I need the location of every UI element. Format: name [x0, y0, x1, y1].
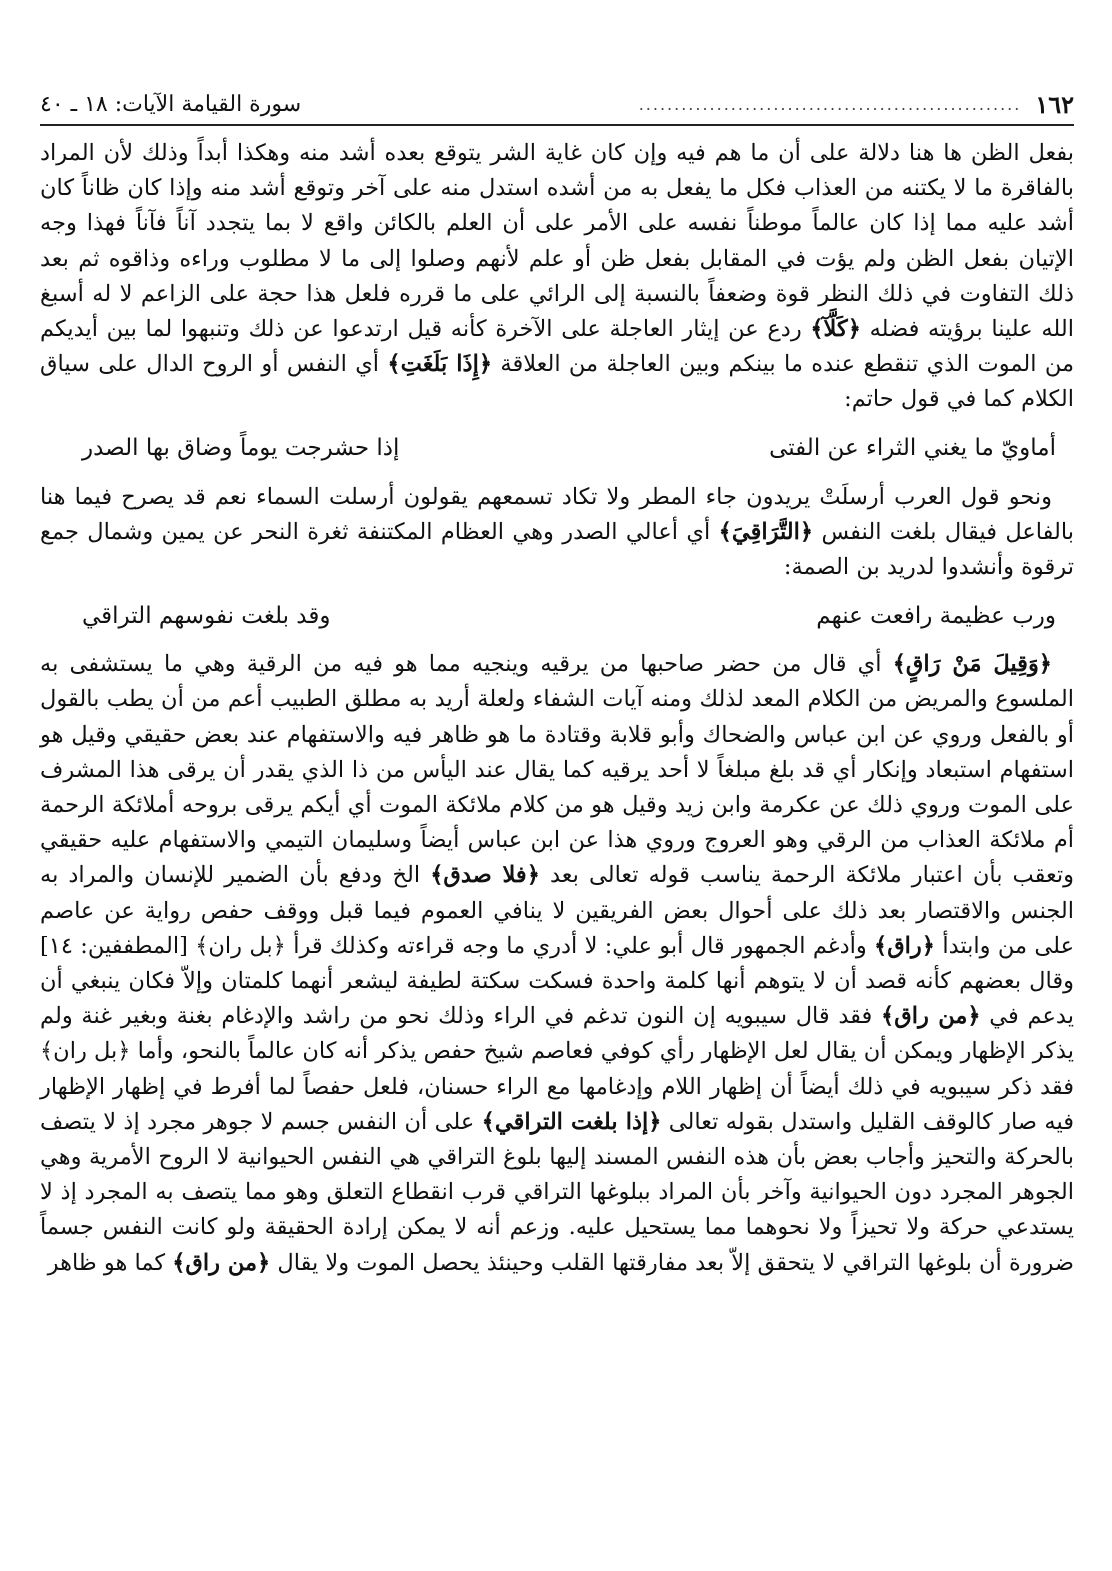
paragraph-2: [40, 480, 1074, 586]
quran-quote: ﴿من راق﴾: [172, 1249, 271, 1276]
paragraph-3: [40, 647, 1074, 1281]
quran-quote: ﴿بل ران﴾: [40, 1038, 131, 1065]
paragraph-1-text-3: أي النفس أو الروح الدال على سياق الكلام كما في قول حاتم:: [40, 351, 1074, 413]
paragraph-1-text-2: ردع عن إيثار العاجلة على الآخرة كأنه قيل ارتدعوا عن ذلك وتنبهوا لما بين أيديكم من الموت الذي تنقطع عنده ما بينكم وبين العاجلة من العلاقة: [40, 316, 1074, 378]
surah-title: سورة القيامة الآيات: ١٨ ـ ٤٠: [40, 91, 302, 117]
paragraph-3-text-1: أي قال من حضر صاحبها من يرقيه وينجيه مما هو فيه من الرقية وهي ما يستشفى به الملسوع والمريض من الكلام المعد لذلك ومنه آيات الشفاء ولعلة أريد به مطلق الطبيب أعم من أن يطب بالقول أو بالفعل وروي عن ابن عباس والضحاك وأبو قلابة وقتادة ما هو ظاهر فيه والاستفهام عند بعض حقيقي وقيل هو استفهام استبعاد وإنكار أي قد بلغ مبلغاً لا أحد يرقيه كما يقال عند اليأس من ذا الذي يقدر أن يرقى هذا المشرف على الموت وروي ذلك عن عكرمة وابن زيد وقيل هو من كلام ملائكة الموت أي أيكم يرقى بروحه أملائكة الرحمة أم ملائكة العذاب من الرقي وهو العروج وروي هذا عن ابن عباس أيضاً وسليمان التيمي والاستفهام عليه حقيقي وتعقب بأن اعتبار ملائكة الرحمة يناسب قوله تعالى بعد: [40, 651, 1074, 889]
paragraph-3-text-7: على أن النفس جسم لا جوهر مجرد إذ لا يتصف بالحركة والتحيز وأجاب بعض بأن هذه النفس المسند إليها بلوغ التراقي هي النفس الحيوانية لا الروح الأمرية وهي الجوهر المجرد دون الحيوانية وآخر بأن المراد ببلوغها التراقي قرب انقطاع التعلق وهو مما يتصف به المجرد إذ لا يستدعي حركة ولا تحيزاً ولا نحوهما مما يستحيل عليه. وزعم أنه لا يمكن إرادة الحقيقة ولو كانت النفس جسماً ضرورة أن بلوغها التراقي لا يتحقق إلاّ بعد مفارقتها القلب وحينئذ يحصل الموت ولا يقال: [40, 1108, 1074, 1276]
paragraph-3-text-3: وأدغم الجمهور قال أبو علي: لا أدري ما وجه قراءته وكذلك قرأ: [293, 932, 867, 959]
paragraph-3-text-5: فقد قال سيبويه إن النون تدغم في الراء وذلك نحو من راشد والإدغام بغنة وبغير غنة ولم يذكر الإظهار ويمكن أن يقال لعل الإظهار رأي كوفي فعاصم شيخ حفص يذكر أنه كان عالماً بالنحو، وأما: [40, 1003, 1075, 1065]
quran-quote: ﴿إِذَا بَلَغَتِ﴾: [387, 351, 493, 378]
header-leader-dots: ......................................................: [638, 94, 1022, 114]
poem-verse-1: [40, 426, 1074, 472]
quran-quote: ﴿وَقِيلَ مَنْ رَاقٍ﴾: [892, 651, 1052, 678]
paragraph-2-text-2: أي أعالي الصدر وهي العظام المكتنفة ثغرة النحر عن يمين وشمال جمع ترقوة وأنشدوا لدريد بن الصمة:: [40, 518, 1074, 581]
page-body: [40, 136, 1074, 1281]
header-left: [40, 92, 301, 117]
page-number: ١٦٢: [1035, 89, 1074, 119]
header-right: [639, 90, 1074, 119]
paragraph-1: [40, 136, 1074, 418]
running-header: [40, 84, 1074, 126]
quran-quote: ﴿من راق﴾: [881, 1003, 981, 1030]
verse-2-first-hemistich: ورب عظيمة رافعت عنهم: [816, 602, 1056, 629]
paragraph-3-text-4: [المطففين: ١٤] وقال بعضهم كأنه قصد أن لا يتوهم أنها كلمة واحدة فسكت سكتة لطيفة ليشعر أنهما كلمتان وإلاّ فكان ينبغي أن يدعم في: [40, 932, 1074, 1030]
paragraph-3-text-8: كما هو ظاهر: [47, 1249, 166, 1276]
quran-quote: ﴿التَّرَاقِيَ﴾: [718, 518, 814, 545]
quran-quote: ﴿إذا بلغت التراقي﴾: [481, 1108, 662, 1135]
poem-verse-2: [40, 593, 1074, 639]
paragraph-3-text-2: الخ ودفع بأن الضمير للإنسان والمراد به الجنس والاقتصار بعد ذلك على أحوال بعض الفريقين لا ينافي العموم فيما قبل ووقف حفص رواية عن عاصم على من وابتدأ: [40, 862, 1074, 959]
paragraph-3-text-6: فقد ذكر سيبويه في ذلك أيضاً أن إظهار اللام وإدغامها مع الراء حسنان، فلعل حفصاً لما أفرط في إظهار الإظهار فيه صار كالوقف القليل واستدل بقوله تعالى: [40, 1073, 1074, 1135]
paragraph-1-text: بفعل الظن ها هنا دلالة على أن ما هم فيه وإن كان غاية الشر يتوقع بعده أشد منه وهكذا أبداً وذلك لأن المراد بالفاقرة ما لا يكتنه من العذاب فكل ما يفعل به من أشده استدل منه على آخر وتوقع أشد منه وإذا كان ظاناً كان أشد عليه مما إذا كان عالماً موطناً نفسه على الأمر على أن العلم بالكائن واقع لا بما يتجدد آناً فآناً فهذا وجه الإتيان بفعل الظن ولم يؤت في المقابل بفعل ظن أو علم لأنهم وصلوا إلى ما لا مطلوب وراءه وذاقوه ثم بعد ذلك التفاوت في ذلك النظر قوة وضعفاً بالنسبة إلى الرائي على ما قرره فلعل هذا حجة على الزاعم لا له أسبغ الله علينا برؤيته فضله: [40, 140, 1074, 343]
verse-1-second-hemistich: إذا حشرجت يوماً وضاق بها الصدر: [82, 435, 400, 462]
verse-2-second-hemistich: وقد بلغت نفوسهم التراقي: [82, 602, 331, 629]
verse-1-first-hemistich: أماويّ ما يغني الثراء عن الفتى: [769, 435, 1056, 462]
quran-quote: ﴿فلا صدق﴾: [430, 862, 540, 889]
quran-quote: ﴿بل ران﴾: [195, 932, 286, 959]
quran-quote: ﴿كَلَّآ﴾: [810, 316, 861, 343]
quran-quote: ﴿راق﴾: [874, 932, 935, 959]
paragraph-2-text: ونحو قول العرب أرسلَتْ يريدون جاء المطر ولا تكاد تسمعهم يقولون أرسلت السماء نعم قد يصرح فيما هنا بالفاعل فيقال بلغت النفس: [40, 483, 1075, 545]
